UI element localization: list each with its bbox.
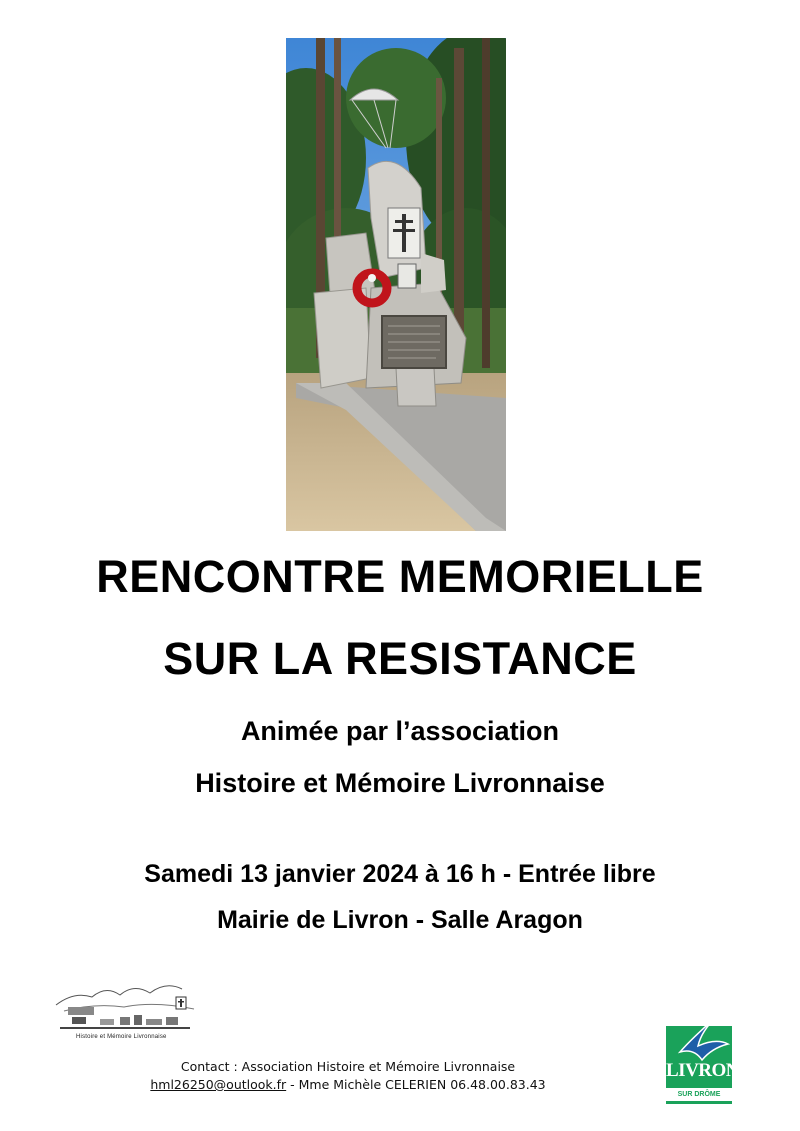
livron-swoosh-icon [672,1008,732,1064]
title-line-2: SUR LA RESISTANCE [163,633,637,684]
association-logo-caption: Histoire et Mémoire Livronnaise [76,1034,167,1040]
subtitle-line-2: Histoire et Mémoire Livronnaise [195,768,605,798]
livron-subtitle: SUR DRÔME [677,1091,721,1098]
contact-person-phone: - Mme Michèle CELERIEN 06.48.00.83.43 [286,1077,546,1092]
contact-line: Contact : Association Histoire et Mémoire Livronnaise [180,1059,516,1074]
contact-email-link[interactable]: hml26250@outlook.fr [150,1077,287,1092]
event-place: Mairie de Livron - Salle Aragon [217,906,583,934]
contact-details [0,1077,696,1092]
livron-subtitle-band [666,1088,732,1101]
livron-name: LIVRON [666,1060,740,1081]
title-line-1: RENCONTRE MEMORIELLE [96,551,704,602]
event-date: Samedi 13 janvier 2024 à 16 h - Entrée libre [144,860,656,888]
memorial-photo [286,38,506,531]
subtitle-line-1: Animée par l’association [240,716,560,746]
livron-town-logo [666,1008,740,1104]
